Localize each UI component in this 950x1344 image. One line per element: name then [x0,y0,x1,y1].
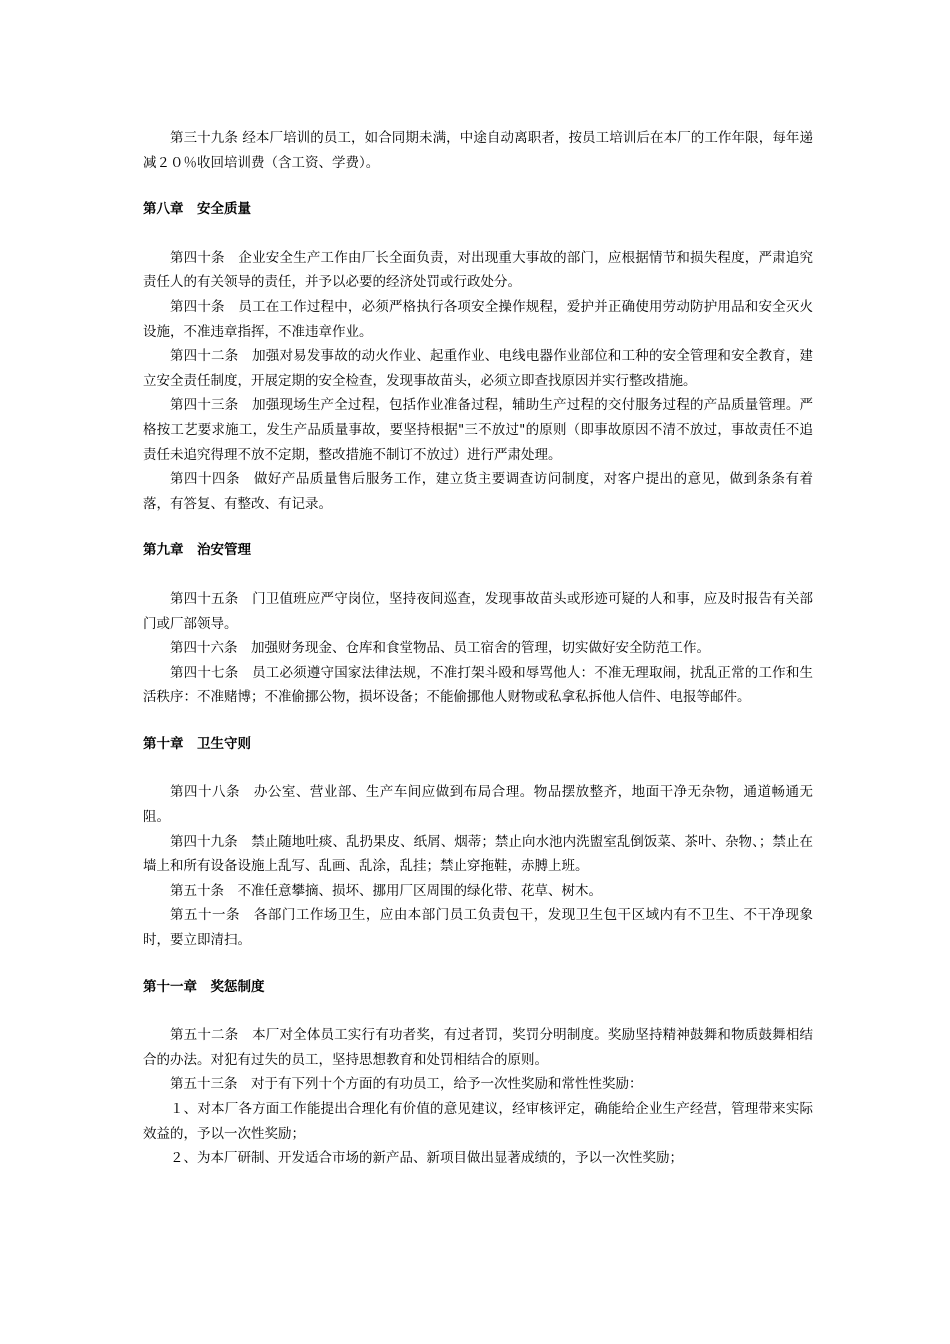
chapter-8-heading: 第八章 安全质量 [143,201,251,218]
article-40: 第四十条 企业安全生产工作由厂长全面负责，对出现重大事故的部门，应根据情节和损失程度，严肃追究责任人的有关领导的责任，并予以必要的经济处罚或行政处分。 [143,249,813,291]
chapter-10-heading: 第十章 卫生守则 [143,735,251,752]
article-53: 第五十三条 对于有下列十个方面的有功员工，给予一次性奖励和常性性奖励： [170,1076,643,1093]
article-43: 第四十三条 加强现场生产全过程，包括作业准备过程，辅助生产过程的交付服务过程的产品质量管理。严格按工艺要求施工，发生产品质量事故，要坚持根据"三不放过"的原则（即事故原因不清不放过，事故责任不追责任未追究得理不放不定期，整改措施不制订不放过）进行严肃处理。 [143,397,813,463]
document-body [143,126,813,1171]
article-39: 第三十九条 经本厂培训的员工，如合同期未满，中途自动离职者，按员工培训后在本厂的工作年限，每年递减２０％收回培训费（含工资、学费）。 [143,130,813,171]
article-42: 第四十二条 加强对易发事故的动火作业、起重作业、电线电器作业部位和工种的安全管理和安全教育，建立安全责任制度，开展定期的安全检查，发现事故苗头，必须立即查找原因并实行整改措施。 [143,348,813,389]
article-50: 第五十条 不准任意攀摘、损坏、挪用厂区周围的绿化带、花草、树木。 [170,882,602,899]
article-46: 第四十六条 加强财务现金、仓库和食堂物品、员工宿舍的管理，切实做好安全防范工作。 [170,640,710,657]
article-48: 第四十八条 办公室、营业部、生产车间应做到布局合理。物品摆放整齐，地面干净无杂物，通道畅通无阻。 [143,784,813,826]
chapter-11-heading: 第十一章 奖惩制度 [143,978,265,995]
article-53-item-2: ２、为本厂研制、开发适合市场的新产品、新项目做出显著成绩的，予以一次性奖励； [170,1150,683,1167]
article-51: 第五十一条 各部门工作场卫生，应由本部门员工负责包干，发现卫生包干区域内有不卫生、不干净现象时，要立即清扫。 [143,907,813,949]
article-44: 第四十四条 做好产品质量售后服务工作，建立货主要调查访问制度，对客户提出的意见，做到条条有着落，有答复、有整改、有记录。 [143,471,813,512]
article-52: 第五十二条 本厂对全体员工实行有功者奖，有过者罚，奖罚分明制度。奖励坚持精神鼓舞和物质鼓舞相结合的办法。对犯有过失的员工，坚持思想教育和处罚相结合的原则。 [143,1027,813,1068]
chapter-9-heading: 第九章 治安管理 [143,542,251,559]
article-53-item-1: １、对本厂各方面工作能提出合理化有价值的意见建议，经审核评定，确能给企业生产经营，管理带来实际效益的，予以一次性奖励； [143,1101,813,1142]
article-47: 第四十七条 员工必须遵守国家法律法规，不准打架斗殴和辱骂他人：不准无理取闹，扰乱正常的工作和生活秩序：不准赌博；不准偷挪公物，损坏设备；不能偷挪他人财物或私拿私拆他人信件、电报等邮件。 [143,664,813,706]
article-41: 第四十条 员工在工作过程中，必须严格执行各项安全操作规程，爱护并正确使用劳动防护用品和安全灭火设施，不准违章指挥，不准违章作业。 [143,298,813,340]
article-49: 第四十九条 禁止随地吐痰、乱扔果皮、纸屑、烟蒂；禁止向水池内洗盥室乱倒饭菜、茶叶、杂物、；禁止在墙上和所有设备设施上乱写、乱画、乱涂，乱挂；禁止穿拖鞋，赤膊上班。 [143,833,813,875]
article-45: 第四十五条 门卫值班应严守岗位，坚持夜间巡查，发现事故苗头或形迹可疑的人和事，应及时报告有关部门或厂部领导。 [143,590,813,632]
